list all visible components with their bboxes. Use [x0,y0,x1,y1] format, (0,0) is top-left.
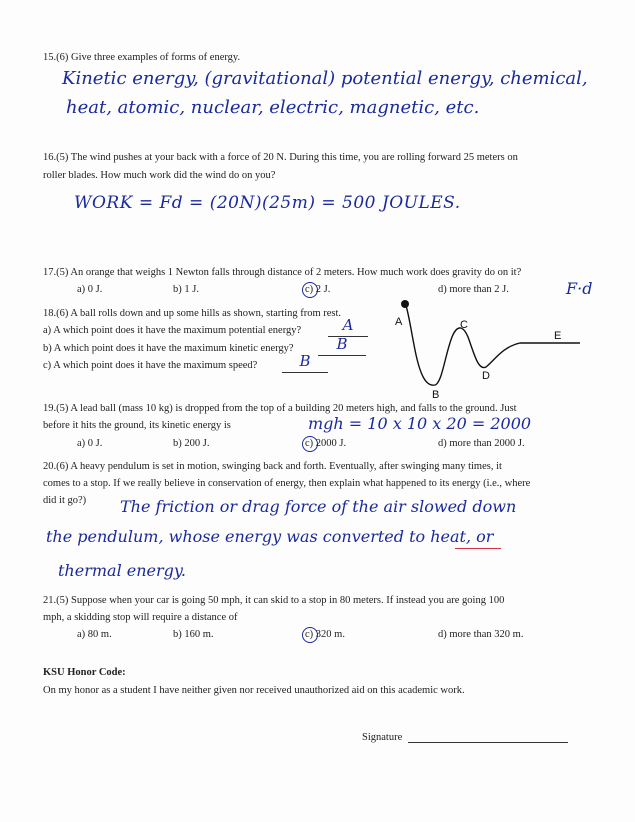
signature-label: Signature [362,732,403,743]
q18-prompt: 18.(6) A ball rolls down and up some hills as shown, starting from rest. [43,308,342,319]
q17-option-a: a) 0 J. [77,284,103,295]
q18-a: a) A which point does it have the maximum potential energy? [43,325,302,336]
q18-c: c) A which point does it have the maximum speed? [43,360,258,371]
q18-c-answer: B [299,352,311,370]
q20-prompt-line3: did it go?) [43,495,87,506]
honor-title: KSU Honor Code: [43,667,126,678]
label-a: A [395,316,403,328]
q21-option-b: b) 160 m. [173,629,214,640]
label-b: B [432,389,440,401]
q15-answer-line1: Kinetic energy, (gravitational) potential energy, chemical, [62,68,588,89]
q19-prompt-line2: before it hits the ground, its kinetic energy is [43,420,231,431]
q20-answer-line1: The friction or drag force of the air slowed down [120,497,517,516]
hill-curve [405,303,580,385]
q19-option-b: b) 200 J. [173,438,210,449]
q18-b: b) A which point does it have the maximum kinetic energy? [43,343,294,354]
q18-c-blank [282,352,328,373]
hill-diagram [390,295,590,405]
q15-prompt: 15.(6) Give three examples of forms of energy. [43,52,241,63]
q15-answer-line2: heat, atomic, nuclear, electric, magnetic, etc. [66,97,480,118]
q16-prompt-line1: 16.(5) The wind pushes at your back with a force of 20 N. During this time, you are rolling forward 25 meters on [43,152,518,163]
q21-option-c: c) 320 m. [305,629,345,640]
q17-prompt: 17.(5) An orange that weighs 1 Newton falls through distance of 2 meters. How much work does gravity do on it? [43,267,522,278]
q17-option-c: c) 2 J. [305,284,331,295]
q19-prompt-line1: 19.(5) A lead ball (mass 10 kg) is dropped from the top of a building 20 meters high, and falls to the ground. Just [43,403,517,414]
q21-prompt-line1: 21.(5) Suppose when your car is going 50 mph, it can skid to a stop in 80 meters. If instead you are going 100 [43,595,505,606]
q16-prompt-line2: roller blades. How much work did the wind do on you? [43,170,276,181]
q21-option-a: a) 80 m. [77,629,112,640]
q20-prompt-line2: comes to a stop. If we really believe in conservation of energy, then explain what happened to its energy (i.e., where [43,478,531,489]
q19-option-a: a) 0 J. [77,438,103,449]
q21-prompt-line2: mph, a skidding stop will require a distance of [43,612,238,623]
heat-underline [455,548,501,549]
q17-option-b: b) 1 J. [173,284,199,295]
q16-answer: WORK = Fd = (20N)(25m) = 500 JOULES. [74,193,461,213]
q18-b-answer: B [336,335,348,353]
label-e: E [554,330,562,342]
q20-answer-line3: thermal energy. [58,561,186,580]
honor-text: On my honor as a student I have neither given nor received unauthorized aid on this academic work. [43,685,465,696]
label-d: D [482,370,490,382]
q19-option-c: c) 2000 J. [305,438,347,449]
label-c: C [460,319,468,331]
signature-line[interactable] [408,742,568,743]
q19-work: mgh = 10 x 10 x 20 = 2000 [308,414,532,433]
ball [401,300,409,308]
q20-answer-line2: the pendulum, whose energy was converted to heat, or [46,527,494,546]
q19-option-d: d) more than 2000 J. [438,438,525,449]
q17-note: F·d [566,279,593,298]
q18-a-answer: A [342,316,354,334]
q21-option-d: d) more than 320 m. [438,629,524,640]
q17-option-d: d) more than 2 J. [438,284,509,295]
q20-prompt-line1: 20.(6) A heavy pendulum is set in motion, swinging back and forth. Eventually, after swinging many times, it [43,461,502,472]
